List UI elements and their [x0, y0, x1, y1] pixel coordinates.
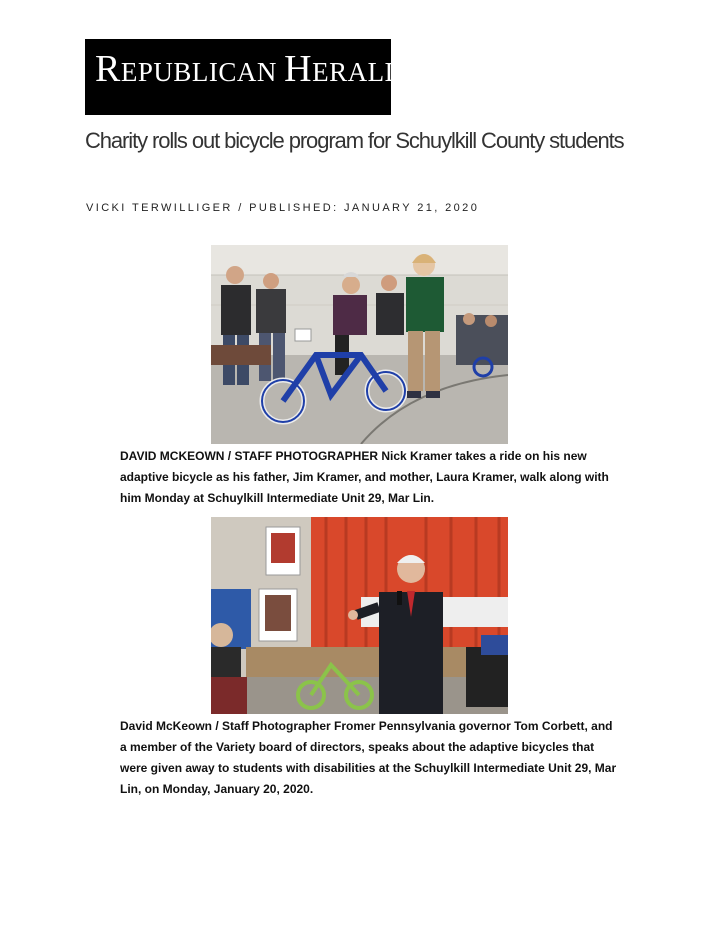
photo-bike-ride: [211, 245, 508, 444]
masthead-word-herald: ERALD: [312, 57, 405, 87]
masthead-initial-r: R: [95, 48, 121, 90]
photo-caption-1: DAVID MCKEOWN / STAFF PHOTOGRAPHER Nick Kramer takes a ride on his new adaptive bicycle as his father, Jim Kramer, and mother, Laura Kramer, walk along with him Monday at Schuylkill Intermediate Unit 29, Mar Lin.: [120, 449, 609, 505]
masthead-title: [95, 50, 405, 88]
photo-speaker: [211, 517, 508, 714]
masthead-logo: [85, 39, 405, 115]
masthead-initial-h: H: [284, 48, 313, 90]
article-byline: VICKI TERWILLIGER / PUBLISHED: JANUARY 21, 2020: [86, 202, 480, 214]
photo-caption-2: David McKeown / Staff Photographer Fromer Pennsylvania governor Tom Corbett, and a member of the Variety board of directors, speaks about the adaptive bicycles that were given away to students with disabilities at the Schuylkill Intermediate Unit 29, Mar Lin, on Monday, January 20, 2020.: [120, 719, 617, 796]
article-headline: Charity rolls out bicycle program for Schuylkill County students: [85, 128, 624, 153]
masthead-word-republican: EPUBLICAN: [120, 57, 277, 87]
